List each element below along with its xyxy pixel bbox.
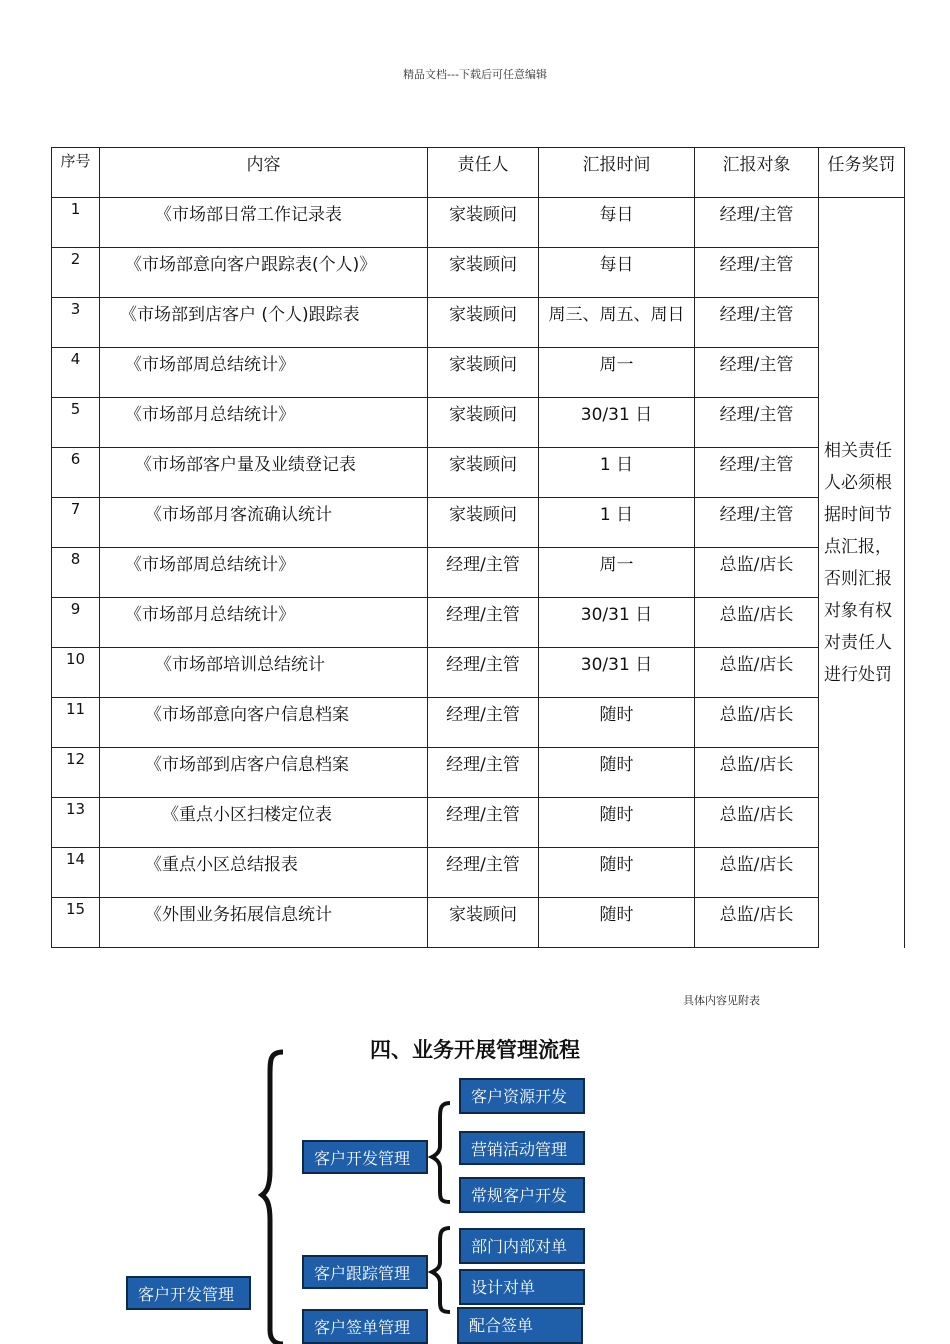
- row-no: 1: [52, 198, 100, 248]
- row-target: 总监/店长: [695, 898, 819, 948]
- root-brace: [262, 1052, 283, 1344]
- row-owner: 经理/主管: [428, 548, 539, 598]
- row-content-text: 《市场部培训总结统计: [155, 655, 325, 675]
- row-owner: 经理/主管: [428, 598, 539, 648]
- header-note: 精品文档---下载后可任意编辑: [403, 68, 547, 81]
- flow-track-design: 设计对单: [459, 1269, 585, 1305]
- row-owner: 经理/主管: [428, 698, 539, 748]
- header-owner: 责任人: [428, 148, 539, 198]
- row-no: 7: [52, 498, 100, 548]
- row-target: 经理/主管: [695, 448, 819, 498]
- flow-dev-regular: 常规客户开发: [459, 1177, 585, 1213]
- section-title: 四、业务开展管理流程: [370, 1038, 580, 1062]
- row-content-text: 《市场部客户量及业绩登记表: [135, 455, 356, 475]
- dev-brace: [432, 1103, 450, 1202]
- row-no: 5: [52, 398, 100, 448]
- row-owner: 家装顾问: [428, 898, 539, 948]
- row-time: 周一: [539, 348, 695, 398]
- row-time: 1 日: [539, 498, 695, 548]
- row-owner: 经理/主管: [428, 848, 539, 898]
- row-owner: 家装顾问: [428, 448, 539, 498]
- row-content-text: 《外围业务拓展信息统计: [145, 905, 332, 925]
- row-time: 周三、周五、周日: [539, 298, 695, 348]
- header-reward: 任务奖罚: [819, 148, 905, 198]
- flow-level1-sign: 客户签单管理: [302, 1309, 428, 1344]
- reward-text: 相关责任人必须根据时间节点汇报，否则汇报对象有权对责任人进行处罚: [824, 441, 892, 685]
- row-no: 3: [52, 298, 100, 348]
- header-content: 内容: [100, 148, 428, 198]
- row-content-text: 《市场部周总结统计》: [125, 355, 295, 375]
- row-content-text: 《市场部月客流确认统计: [145, 505, 332, 525]
- row-time: 随时: [539, 848, 695, 898]
- row-target: 经理/主管: [695, 398, 819, 448]
- row-time: 随时: [539, 898, 695, 948]
- row-time: 随时: [539, 748, 695, 798]
- row-owner: 家装顾问: [428, 398, 539, 448]
- row-content-text: 《市场部意向客户跟踪表(个人)》: [125, 255, 377, 275]
- row-target: 总监/店长: [695, 698, 819, 748]
- row-target: 经理/主管: [695, 198, 819, 248]
- row-content-text: 《市场部到店客户 (个人)跟踪表: [120, 305, 360, 325]
- row-target: 总监/店长: [695, 598, 819, 648]
- row-no: 15: [52, 898, 100, 948]
- row-time: 随时: [539, 798, 695, 848]
- row-owner: 经理/主管: [428, 798, 539, 848]
- row-target: 经理/主管: [695, 248, 819, 298]
- row-target: 总监/店长: [695, 748, 819, 798]
- row-target: 经理/主管: [695, 298, 819, 348]
- row-no: 11: [52, 698, 100, 748]
- track-brace: [432, 1228, 450, 1312]
- row-owner: 家装顾问: [428, 198, 539, 248]
- flow-dev-resource: 客户资源开发: [459, 1078, 585, 1114]
- row-content-text: 《重点小区扫楼定位表: [162, 805, 332, 825]
- row-content-text: 《市场部到店客户信息档案: [145, 755, 349, 775]
- row-no: 14: [52, 848, 100, 898]
- row-content-text: 《市场部周总结统计》: [125, 555, 295, 575]
- row-target: 经理/主管: [695, 498, 819, 548]
- row-content-text: 《市场部意向客户信息档案: [145, 705, 349, 725]
- row-target: 总监/店长: [695, 798, 819, 848]
- row-no: 8: [52, 548, 100, 598]
- row-no: 2: [52, 248, 100, 298]
- row-no: 12: [52, 748, 100, 798]
- row-no: 6: [52, 448, 100, 498]
- row-owner: 家装顾问: [428, 298, 539, 348]
- flow-level1-dev: 客户开发管理: [302, 1140, 428, 1174]
- row-owner: 家装顾问: [428, 498, 539, 548]
- flow-level1-track: 客户跟踪管理: [302, 1255, 428, 1289]
- attach-note: 具体内容见附表: [683, 994, 760, 1007]
- flow-track-internal: 部门内部对单: [459, 1228, 585, 1264]
- row-time: 每日: [539, 198, 695, 248]
- row-time: 30/31 日: [539, 598, 695, 648]
- row-time: 随时: [539, 698, 695, 748]
- row-no: 4: [52, 348, 100, 398]
- row-content-text: 《市场部日常工作记录表: [155, 205, 342, 225]
- row-content-text: 《重点小区总结报表: [145, 855, 298, 875]
- row-time: 1 日: [539, 448, 695, 498]
- row-owner: 经理/主管: [428, 748, 539, 798]
- flow-root-box: 客户开发管理: [126, 1276, 251, 1310]
- row-target: 经理/主管: [695, 348, 819, 398]
- row-content-text: 《市场部月总结统计》: [125, 405, 295, 425]
- header-time: 汇报时间: [539, 148, 695, 198]
- row-content-text: 《市场部月总结统计》: [125, 605, 295, 625]
- row-time: 每日: [539, 248, 695, 298]
- row-no: 13: [52, 798, 100, 848]
- row-time: 30/31 日: [539, 648, 695, 698]
- flow-dev-marketing: 营销活动管理: [459, 1131, 585, 1165]
- header-no: 序号: [52, 148, 100, 198]
- row-target: 总监/店长: [695, 848, 819, 898]
- row-time: 周一: [539, 548, 695, 598]
- row-target: 总监/店长: [695, 648, 819, 698]
- row-owner: 家装顾问: [428, 248, 539, 298]
- row-no: 9: [52, 598, 100, 648]
- flow-track-sign: 配合签单: [457, 1307, 583, 1344]
- row-target: 总监/店长: [695, 548, 819, 598]
- row-owner: 经理/主管: [428, 648, 539, 698]
- header-target: 汇报对象: [695, 148, 819, 198]
- row-owner: 家装顾问: [428, 348, 539, 398]
- row-no: 10: [52, 648, 100, 698]
- row-time: 30/31 日: [539, 398, 695, 448]
